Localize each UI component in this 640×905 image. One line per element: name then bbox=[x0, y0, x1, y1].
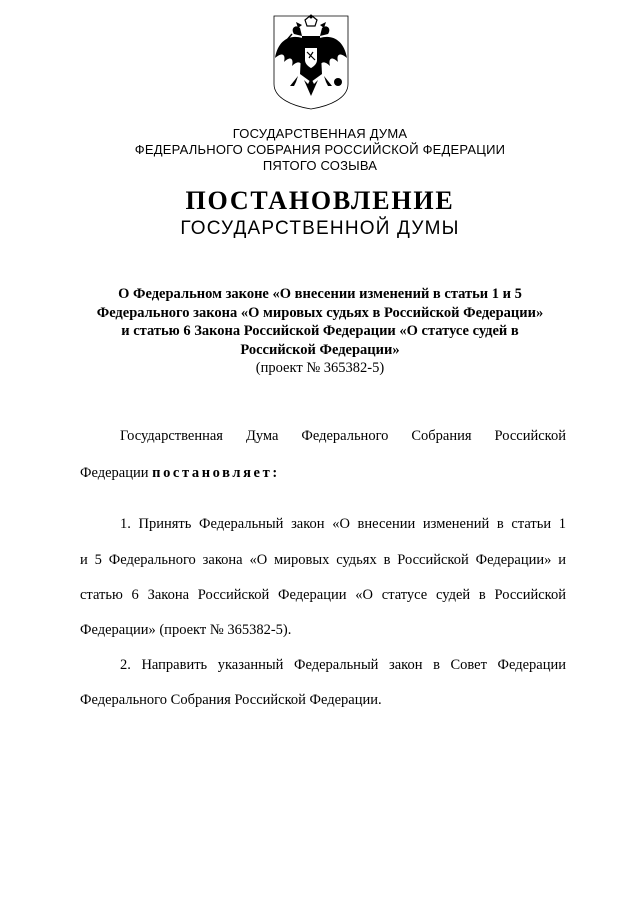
intro-line-2 bbox=[80, 465, 566, 482]
header-line-1: ГОСУДАРСТВЕННАЯ ДУМА bbox=[232, 126, 408, 141]
intro-verb: постановляет: bbox=[152, 465, 280, 481]
paragraph-2-line-2: Федерального Собрания Российской Федерации. bbox=[80, 692, 382, 708]
paragraph-1-line-4: Федерации» (проект № 365382-5). bbox=[80, 622, 292, 638]
intro-line-1: Государственная Дума Федерального Собрания Российской bbox=[120, 428, 566, 444]
subject-line-2: Федерального закона «О мировых судьях в Российской Федерации» bbox=[96, 304, 544, 321]
document-title: ПОСТАНОВЛЕНИЕ bbox=[185, 186, 455, 215]
subject-line-4: Российской Федерации» bbox=[240, 341, 400, 358]
paragraph-1-line-2: и 5 Федерального закона «О мировых судьях в Российской Федерации» и bbox=[80, 552, 566, 568]
header-line-2: ФЕДЕРАЛЬНОГО СОБРАНИЯ РОССИЙСКОЙ ФЕДЕРАЦИИ bbox=[134, 142, 506, 157]
subject-line-3: и статью 6 Закона Российской Федерации «О статусе судей в bbox=[121, 323, 519, 339]
coat-of-arms-icon bbox=[272, 14, 350, 110]
project-number: (проект № 365382-5) bbox=[255, 360, 385, 376]
header-line-3: ПЯТОГО СОЗЫВА bbox=[262, 158, 378, 173]
paragraph-2-line-1: 2. Направить указанный Федеральный закон в Совет Федерации bbox=[120, 657, 566, 673]
paragraph-1-line-1: 1. Принять Федеральный закон «О внесении изменений в статьи 1 bbox=[120, 516, 566, 532]
subject-line-1: О Федеральном законе «О внесении изменений в статьи 1 и 5 bbox=[118, 286, 522, 302]
document-subtitle: ГОСУДАРСТВЕННОЙ ДУМЫ bbox=[180, 218, 460, 239]
document-subject bbox=[60, 285, 580, 378]
paragraph-1-line-3: статью 6 Закона Российской Федерации «О статусе судей в Российской bbox=[80, 587, 566, 603]
intro-federation: Федерации bbox=[80, 465, 149, 481]
